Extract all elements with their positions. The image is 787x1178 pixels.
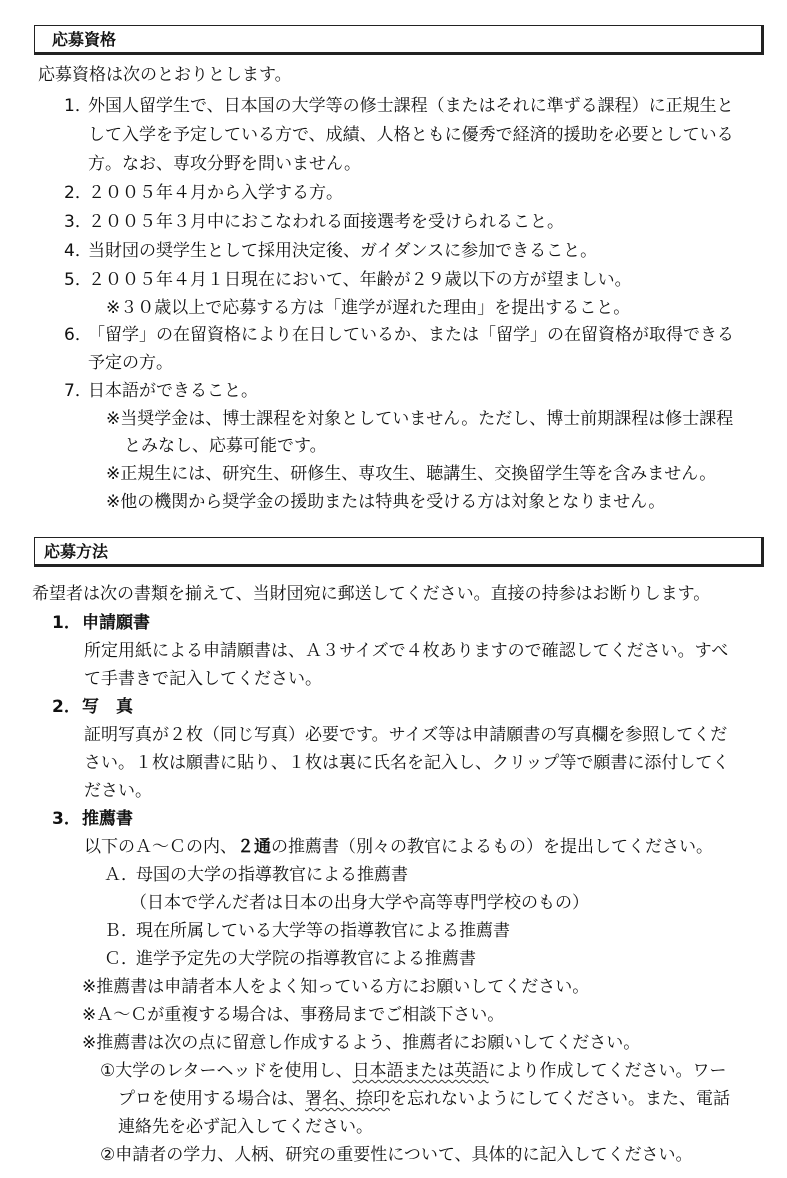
c1-wavy-emphasis: 日本語または英語	[352, 1061, 489, 1081]
qualification-item-7-text: 日本語ができること。	[88, 381, 258, 401]
recommendation-condition-2: ②申請者の学力、人柄、研究の重要性について、具体的に記入してください。	[100, 1145, 693, 1165]
qualification-note-1-line1: ※当奨学金は、博士課程を対象としていません。ただし、博士前期課程は修士課程	[106, 409, 734, 429]
recommender-b-label: Ｂ．	[104, 921, 138, 941]
qualification-item-2-number: 2．	[64, 183, 92, 203]
recommender-c-text: 進学予定先の大学院の指導教官による推薦書	[136, 949, 476, 969]
intro-post: の推薦書（別々の教官によるもの）を提出してください。	[271, 837, 713, 857]
qualification-item-6-number: 6．	[64, 325, 92, 345]
recommendation-note-2: ※Ａ～Ｃが重複する場合は、事務局までご相談下さい。	[82, 1005, 505, 1025]
qualification-item-5-note: ※３０歳以上で応募する方は「進学が遅れた理由」を提出すること。	[106, 298, 631, 318]
application-item-1-number: 1．	[52, 613, 81, 633]
section-heading-application: 応募方法	[44, 542, 109, 561]
recommendation-condition-1-line3: 連絡先を必ず記入してください。	[118, 1117, 373, 1137]
recommendation-note-3: ※推薦書は次の点に留意し作成するよう、推薦者にお願いしてください。	[82, 1033, 641, 1053]
qualification-item-1-number: 1．	[64, 96, 92, 116]
recommendation-note-1: ※推薦書は申請者本人をよく知っている方にお願いしてください。	[82, 977, 590, 997]
application-intro: 希望者は次の書類を揃えて、当財団宛に郵送してください。直接の持参はお断りします。	[32, 584, 711, 604]
qualification-item-6-line1: 「留学」の在留資格により在日しているか、または「留学」の在留資格が取得できる	[88, 325, 734, 345]
qualification-note-1-line2: とみなし、応募可能です。	[124, 436, 327, 456]
qualification-item-5-number: 5．	[64, 270, 92, 290]
qualification-item-1-line1: 外国人留学生で、日本国の大学等の修士課程（またはそれに準ずる課程）に正規生と	[88, 96, 734, 116]
qualification-item-7-number: 7．	[64, 381, 92, 401]
qualification-item-1-line2: して入学を予定している方で、成績、人格ともに優秀で経済的援助を必要としている	[88, 125, 734, 145]
c1-l2-emphasis: 署名、捺印	[305, 1089, 390, 1109]
qualification-note-3: ※他の機関から奨学金の援助または特典を受ける方は対象となりません。	[106, 492, 666, 512]
qualification-item-3-text: ２００５年３月中におこなわれる面接選考を受けられること。	[88, 212, 564, 232]
application-item-1-line1: 所定用紙による申請願書は、Ａ３サイズで４枚ありますので確認してください。すべ	[84, 641, 729, 661]
application-item-2-line1: 証明写真が２枚（同じ写真）必要です。サイズ等は申請願書の写真欄を参照してくだ	[84, 725, 728, 745]
application-item-2-line3: ださい。	[84, 781, 152, 801]
qualification-item-5-text: ２００５年４月１日現在において、年齢が２９歳以下の方が望ましい。	[88, 270, 632, 290]
qualification-item-6-line2: 予定の方。	[88, 353, 173, 373]
application-item-1-title: 申請願書	[82, 613, 150, 633]
application-item-3-intro	[84, 836, 713, 858]
application-item-3-title: 推薦書	[82, 809, 133, 829]
recommendation-condition-1-line2	[118, 1088, 730, 1110]
section-heading-box-qualifications	[34, 25, 764, 55]
recommender-a-text: 母国の大学の指導教官による推薦書	[136, 865, 408, 885]
c1-l2-pre: プロを使用する場合は、	[118, 1089, 305, 1109]
recommendation-condition-1-line1	[100, 1060, 727, 1082]
section-heading-box-application	[34, 537, 764, 567]
recommender-c-label: Ｃ．	[104, 949, 138, 969]
application-item-3-number: 3．	[52, 809, 81, 829]
intro-bold: ２通	[237, 837, 271, 857]
qualification-item-2-text: ２００５年４月から入学する方。	[88, 183, 343, 203]
intro-pre: 以下のＡ～Ｃの内、	[84, 837, 237, 857]
application-item-1-line2: て手書きで記入してください。	[84, 669, 322, 689]
qualification-item-4-number: 4．	[64, 241, 92, 261]
application-item-2-line2: さい。１枚は願書に貼り、１枚は裏に氏名を記入し、クリップ等で願書に添付してく	[84, 753, 730, 773]
section-heading-qualifications: 応募資格	[52, 30, 117, 49]
application-item-2-number: 2．	[52, 697, 81, 717]
c1-post: により作成してください。ワー	[488, 1061, 727, 1081]
qualification-item-3-number: 3．	[64, 212, 92, 232]
qualification-item-4-text: 当財団の奨学生として採用決定後、ガイダンスに参加できること。	[88, 241, 598, 261]
qualifications-intro: 応募資格は次のとおりとします。	[38, 65, 292, 85]
c1-l2-post: を忘れないようにしてください。また、電話	[390, 1089, 730, 1109]
qualification-note-2: ※正規生には、研究生、研修生、専攻生、聴講生、交換留学生等を含みません。	[106, 464, 717, 484]
application-item-2-title: 写 真	[82, 697, 133, 717]
recommender-b-text: 現在所属している大学等の指導教官による推薦書	[136, 921, 510, 941]
recommender-a-label: Ａ．	[104, 865, 138, 885]
recommender-a-subtext: （日本で学んだ者は日本の出身大学や高等専門学校のもの）	[130, 893, 589, 913]
c1-pre: ①大学のレターヘッドを使用し、	[100, 1061, 353, 1081]
qualification-item-1-line3: 方。なお、専攻分野を問いません。	[88, 154, 362, 174]
